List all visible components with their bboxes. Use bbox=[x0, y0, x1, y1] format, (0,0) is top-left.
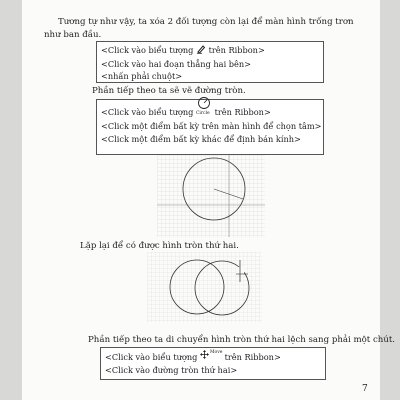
circle-icon-caption: Circle bbox=[195, 111, 210, 116]
instruction-box-move bbox=[100, 347, 326, 380]
paragraph-erase-line2: như ban đầu. bbox=[44, 30, 102, 40]
instruction-line bbox=[97, 42, 323, 58]
instruction-text: <Click vào biểu tượng bbox=[105, 352, 198, 362]
two-circles-figure bbox=[147, 252, 262, 322]
paragraph-move-circle: Phần tiếp theo ta di chuyển hình tròn thứ hai lệch sang phải một chút. bbox=[88, 335, 396, 345]
instruction-line bbox=[97, 100, 323, 120]
instruction-text: trên Ribbon> bbox=[208, 45, 265, 55]
document-page bbox=[22, 0, 396, 400]
instruction-text: trên Ribbon> bbox=[224, 352, 281, 362]
single-circle-figure bbox=[157, 155, 265, 237]
instruction-box-erase bbox=[96, 41, 324, 83]
instruction-line: <Click một điểm bất kỳ khác để định bán kính> bbox=[101, 133, 301, 144]
instruction-text: trên Ribbon> bbox=[214, 107, 271, 117]
move-icon bbox=[200, 350, 223, 363]
paragraph-draw-circle: Phần tiếp theo ta sẽ vẽ đường tròn. bbox=[92, 86, 246, 96]
instruction-line: <nhấn phải chuột> bbox=[101, 71, 183, 82]
eraser-icon bbox=[196, 44, 206, 58]
move-icon-caption: Move bbox=[209, 350, 223, 355]
paragraph-erase-line1: Tương tự như vậy, ta xóa 2 đối tượng còn lại để màn hình trống trơn bbox=[58, 17, 354, 27]
instruction-text: <Click vào biểu tượng bbox=[101, 107, 194, 117]
circle-icon bbox=[196, 106, 212, 120]
instruction-line: <Click một điểm bất kỳ trên màn hình để chọn tâm> bbox=[101, 121, 322, 131]
instruction-line: <Click vào đường tròn thứ hai> bbox=[105, 364, 238, 375]
paragraph-second-circle: Lặp lại để có được hình tròn thứ hai. bbox=[80, 241, 239, 251]
instruction-line: <Click vào hai đoạn thẳng hai bên> bbox=[101, 58, 252, 69]
instruction-line bbox=[101, 348, 325, 364]
page-number: 7 bbox=[362, 384, 368, 394]
instruction-box-circle bbox=[96, 99, 324, 155]
instruction-text: <Click vào biểu tượng bbox=[101, 45, 194, 55]
